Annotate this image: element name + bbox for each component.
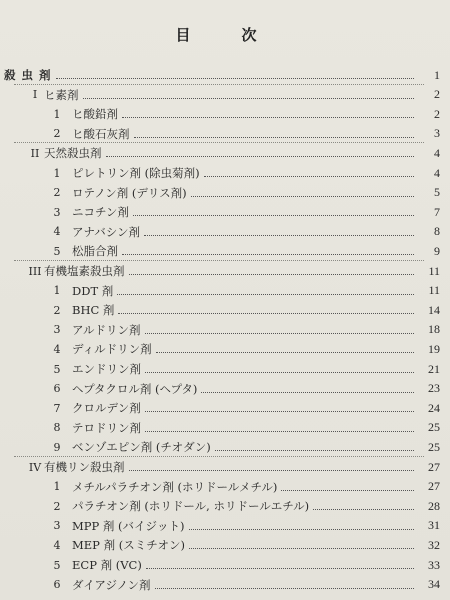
section-divider: [14, 260, 424, 261]
toc-entry[interactable]: [0, 301, 450, 319]
toc-entry-number: 4: [53, 342, 61, 356]
dot-leader: [118, 312, 414, 314]
toc-entry[interactable]: [0, 497, 450, 515]
toc-entry-number: 1: [53, 480, 61, 494]
toc-entry-number: 5: [53, 362, 61, 376]
toc-entry-number: 2: [53, 186, 61, 200]
toc-entry-number: 6: [53, 578, 61, 592]
toc-entry-label: 有機塩素殺虫剤: [44, 264, 125, 278]
toc-entry-page: 19: [428, 341, 440, 356]
toc-entry-number: 4: [53, 538, 61, 552]
toc-entry-page: 25: [428, 439, 440, 454]
toc-entry[interactable]: [0, 105, 450, 123]
toc-entry-page: 7: [434, 204, 440, 219]
toc-entry-label: ヒ酸石灰剤: [72, 126, 130, 141]
dot-leader: [145, 332, 414, 334]
toc-entry[interactable]: [0, 517, 450, 535]
toc-entry-page: 21: [428, 361, 440, 376]
dot-leader: [145, 410, 414, 412]
dot-leader: [281, 489, 414, 491]
dot-leader: [215, 449, 414, 451]
toc-entry-number: 2: [53, 499, 61, 513]
toc-entry-label: エンドリン剤: [72, 362, 141, 376]
dot-leader: [189, 528, 414, 530]
toc-entry-page: 23: [428, 381, 440, 396]
toc-entry-label: ベンゾエピン剤 (チオダン): [72, 440, 211, 455]
toc-entry-number: IV: [28, 460, 42, 474]
toc-entry-label: ロテノン剤 (デリス剤): [72, 185, 187, 200]
page-title: 目 次: [175, 26, 275, 44]
toc-entry-label: テロドリン剤: [72, 420, 141, 435]
toc-entry-number: 3: [53, 323, 61, 337]
toc-entry-page: 34: [428, 577, 440, 592]
toc-entry[interactable]: [0, 223, 450, 241]
dot-leader: [133, 214, 414, 216]
dot-leader: [204, 175, 414, 177]
toc-entry[interactable]: [0, 536, 450, 554]
toc-entry[interactable]: [0, 66, 450, 84]
toc-entry-page: 31: [428, 518, 440, 533]
dot-leader: [145, 371, 414, 373]
toc-entry-label: ピレトリン剤 (除虫菊剤): [72, 166, 200, 180]
toc-entry-number: 2: [53, 303, 61, 317]
toc-entry[interactable]: [0, 86, 450, 104]
toc-entry-label: ヒ酸鉛剤: [72, 107, 118, 122]
section-divider: [14, 142, 424, 143]
toc-entry-page: 27: [428, 479, 440, 494]
dot-leader: [191, 195, 414, 197]
dot-leader: [144, 234, 414, 236]
toc-entry-number: I: [32, 88, 38, 102]
toc-entry-page: 27: [428, 459, 440, 474]
dot-leader: [145, 430, 414, 432]
toc-entry-number: 1: [53, 166, 61, 180]
toc-entry[interactable]: [0, 203, 450, 221]
toc-entry[interactable]: [0, 556, 450, 574]
toc-entry-label: 殺 虫 剤: [4, 68, 52, 82]
toc-entry-number: III: [28, 264, 42, 278]
toc-entry[interactable]: [0, 380, 450, 398]
toc-entry-number: 6: [53, 382, 61, 396]
dot-leader: [129, 469, 414, 471]
toc-entry-number: 5: [53, 558, 61, 572]
toc-entry-label: ディルドリン剤: [72, 342, 152, 357]
dot-leader: [156, 351, 414, 353]
dot-leader: [189, 547, 414, 549]
dot-leader: [106, 155, 414, 157]
toc-entry-number: 3: [53, 205, 61, 219]
dot-leader: [56, 77, 414, 79]
toc-entry-page: 3: [434, 126, 440, 141]
toc-entry[interactable]: [0, 360, 450, 378]
dot-leader: [117, 293, 414, 295]
toc-entry-label: メチルパラチオン剤 (ホリドールメチル): [72, 479, 278, 494]
toc-entry-label: ヒ素剤: [44, 87, 79, 102]
toc-entry-label: MEP 剤 (スミチオン): [72, 538, 185, 553]
toc-entry-page: 4: [434, 165, 440, 180]
toc-entry-page: 2: [434, 106, 440, 121]
toc-entry[interactable]: [0, 458, 450, 476]
toc-entry[interactable]: [0, 399, 450, 417]
dot-leader: [146, 567, 414, 569]
toc-entry-label: 松脂合剤: [72, 244, 118, 259]
toc-entry[interactable]: [0, 321, 450, 339]
toc-entry-label: ニコチン剤: [72, 205, 129, 220]
toc-entry[interactable]: [0, 438, 450, 456]
toc-entry[interactable]: [0, 164, 450, 182]
toc-entry-page: 24: [428, 400, 440, 415]
dot-leader: [313, 508, 414, 510]
dot-leader: [122, 253, 414, 255]
toc-entry-label: クロルデン剤: [72, 401, 141, 416]
toc-entry-label: 有機リン殺虫剤: [44, 460, 125, 474]
toc-entry-number: 8: [53, 421, 61, 435]
toc-entry-page: 11: [428, 263, 440, 278]
toc-entry[interactable]: [0, 242, 450, 260]
toc-entry-page: 2: [434, 87, 440, 102]
toc-entry[interactable]: [0, 478, 450, 496]
section-divider: [14, 456, 424, 457]
toc-entry-label: パラチオン剤 (ホリドール, ホリドールエチル): [72, 499, 310, 514]
toc-entry-page: 11: [428, 283, 440, 298]
toc-entry-page: 4: [434, 145, 440, 160]
toc-entry-number: 1: [53, 107, 61, 121]
toc-entry-label: ECP 剤 (VC): [72, 558, 142, 572]
toc-entry-number: 5: [53, 244, 61, 258]
toc-entry[interactable]: [0, 125, 450, 143]
toc-entry[interactable]: [0, 282, 450, 300]
toc-entry-page: 25: [428, 420, 440, 435]
toc-entry[interactable]: [0, 576, 450, 594]
dot-leader: [201, 391, 414, 393]
toc-entry-label: DDT 剤: [72, 283, 114, 298]
toc-entry-page: 28: [428, 498, 440, 513]
toc-entry-page: 33: [428, 557, 440, 572]
toc-entry[interactable]: [0, 262, 450, 280]
toc-entry-number: 2: [53, 127, 61, 141]
toc-entry-number: 9: [53, 440, 61, 454]
toc-entry-page: 9: [434, 243, 440, 258]
toc-entry-page: 32: [428, 537, 440, 552]
toc-entry-label: 天然殺虫剤: [44, 146, 102, 161]
dot-leader: [155, 587, 414, 589]
toc-entry-label: アルドリン剤: [72, 322, 141, 337]
toc-entry-page: 8: [434, 224, 440, 239]
toc-entry-page: 18: [428, 322, 440, 337]
toc-entry[interactable]: [0, 419, 450, 437]
toc-entry-label: MPP 剤 (バイジット): [72, 518, 185, 533]
toc-entry-page: 5: [434, 185, 440, 200]
toc-entry-label: ダイアジノン剤: [72, 577, 151, 592]
toc-entry-label: ヘプタクロル剤 (ヘプタ): [72, 381, 198, 396]
toc-entry[interactable]: [0, 340, 450, 358]
toc-entry-number: 7: [53, 401, 61, 415]
toc-entry-page: 14: [428, 302, 440, 317]
dot-leader: [122, 116, 414, 118]
section-divider: [14, 84, 424, 85]
dot-leader: [83, 97, 414, 99]
toc-entry-page: 1: [434, 67, 440, 82]
toc-entry-label: BHC 剤: [72, 303, 115, 318]
toc-entry-number: 3: [53, 519, 61, 533]
dot-leader: [134, 136, 414, 138]
toc-entry-label: アナバシン剤: [72, 224, 141, 239]
toc-entry-number: 1: [53, 284, 61, 298]
toc-entry[interactable]: [0, 184, 450, 202]
toc-entry-number: II: [30, 146, 40, 160]
dot-leader: [129, 273, 414, 275]
toc-entry-number: 4: [53, 225, 61, 239]
toc-entry[interactable]: [0, 144, 450, 162]
